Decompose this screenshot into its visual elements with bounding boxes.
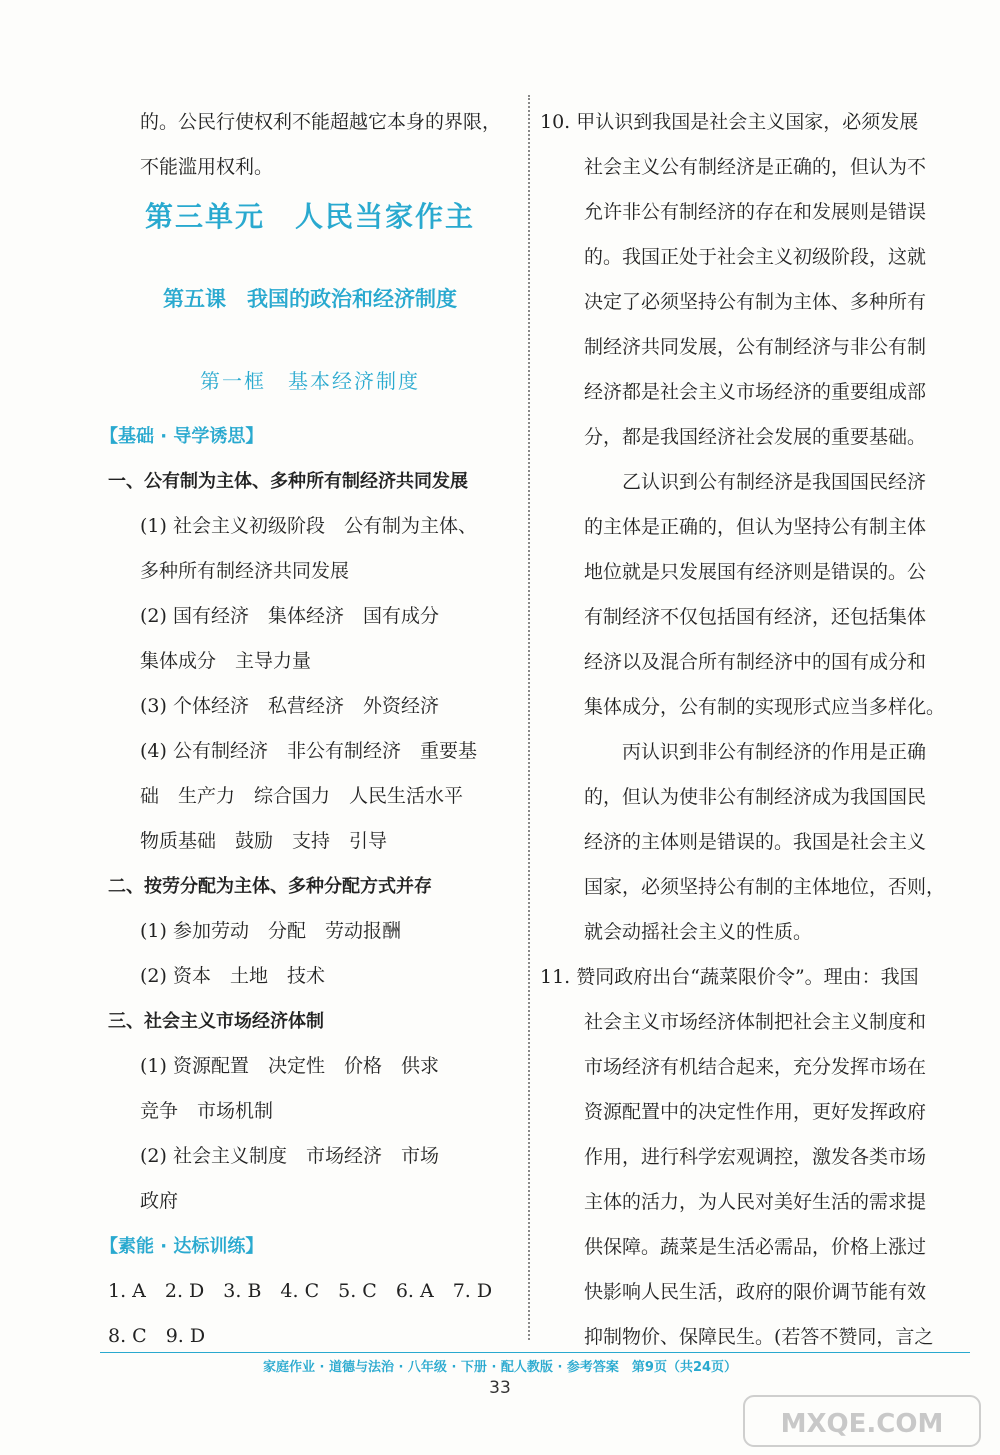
answer-line: 政府 [140,1190,179,1212]
section-heading: 二、按劳分配为主体、多种分配方式并存 [108,876,432,897]
answer-line: 物质基础 鼓励 支持 引导 [140,830,388,852]
answer-line: (2) 资本 土地 技术 [140,965,325,987]
answer-line: 竞争 市场机制 [140,1100,274,1122]
answer-line: 就会动摇社会主义的性质。 [584,921,813,943]
answer-line: 供保障。蔬菜是生活必需品，价格上涨过 [584,1236,927,1258]
answer-line: 10. 甲认识到我国是社会主义国家，必须发展 [540,111,919,133]
answer-line: 国家，必须坚持公有制的主体地位，否则， [584,876,946,898]
unit-title: 第三单元 人民当家作主 [144,200,475,233]
section-label: 【素能 · 达标训练】 [100,1236,264,1257]
answer-line: 11. 赞同政府出台“蔬菜限价令”。理由：我国 [540,966,919,988]
answer-line: (3) 个体经济 私营经济 外资经济 [140,695,439,717]
answer-line: 集体成分 主导力量 [140,650,312,672]
answer-line: (2) 社会主义制度 市场经济 市场 [140,1145,439,1167]
answer-line: (4) 公有制经济 非公有制经济 重要基 [140,740,477,762]
answer-line: (2) 国有经济 集体经济 国有成分 [140,605,439,627]
answer-line: 地位就是只发展国有经济则是错误的。公 [584,561,927,583]
page-number: 33 [489,1378,511,1398]
answer-line: 多种所有制经济共同发展 [140,560,350,582]
section-heading: 一、公有制为主体、多种所有制经济共同发展 [108,471,468,492]
footer-text: 家庭作业 · 道德与法治 · 八年级 · 下册 · 配人教版 · 参考答案 第9页（共24页） [262,1360,738,1375]
answer-line: 市场经济有机结合起来，充分发挥市场在 [584,1056,927,1078]
footer-rule [100,1352,970,1353]
answer-line: 主体的活力，为人民对美好生活的需求提 [584,1191,927,1213]
answer-line: 分，都是我国经济社会发展的重要基础。 [584,426,927,448]
answer-line: 的，但认为使非公有制经济成为我国国民 [584,786,927,808]
left-column-top [100,100,520,190]
answer-line: (1) 参加劳动 分配 劳动报酬 [140,920,401,942]
column-divider [528,95,530,1340]
text-line: 不能滥用权利。 [140,156,274,178]
lesson-title: 第五课 我国的政治和经济制度 [163,287,457,311]
section-label: 【基础 · 导学诱思】 [100,426,264,447]
answer-line: (1) 资源配置 决定性 价格 供求 [140,1055,439,1077]
answer-line: 快影响人民生活，政府的限价调节能有效 [584,1281,927,1303]
answer-key-line: 1. A 2. D 3. B 4. C 5. C 6. A 7. D [108,1280,493,1302]
answer-line: 乙认识到公有制经济是我国国民经济 [584,471,927,493]
svg-text:MXQE.COM: MXQE.COM [780,1409,944,1439]
section-heading: 三、社会主义市场经济体制 [108,1011,324,1032]
answer-line: 经济的主体则是错误的。我国是社会主义 [584,831,927,853]
answer-line: 决定了必须坚持公有制为主体、多种所有 [584,291,927,313]
answer-line: 有制经济不仅包括国有经济，还包括集体 [584,606,927,628]
answer-line: 的主体是正确的，但认为坚持公有制主体 [584,516,927,538]
answer-line: 社会主义市场经济体制把社会主义制度和 [584,1011,927,1033]
answer-line: 资源配置中的决定性作用，更好发挥政府 [584,1101,927,1123]
right-column [540,100,980,1360]
left-column-body [100,414,520,1359]
frame-title: 第一框 基本经济制度 [200,369,420,393]
answer-line: 集体成分，公有制的实现形式应当多样化。 [584,696,946,718]
answer-line: 作用，进行科学宏观调控，激发各类市场 [584,1146,927,1168]
answer-line: (1) 社会主义初级阶段 公有制为主体、 [140,515,477,537]
answer-line: 经济都是社会主义市场经济的重要组成部 [584,381,927,403]
answer-line: 抑制物价、保障民生。(若答不赞同，言之 [584,1326,934,1348]
answer-line: 制经济共同发展，公有制经济与非公有制 [584,336,927,358]
answer-line: 础 生产力 综合国力 人民生活水平 [140,785,464,807]
answer-key-line: 8. C 9. D [108,1325,206,1347]
answer-line: 丙认识到非公有制经济的作用是正确 [584,741,927,763]
answer-line: 允许非公有制经济的存在和发展则是错误 [584,201,927,223]
watermark-logo [742,1392,982,1450]
answer-line: 经济以及混合所有制经济中的国有成分和 [584,651,927,673]
answer-line: 社会主义公有制经济是正确的，但认为不 [584,156,927,178]
answer-line: 的。我国正处于社会主义初级阶段，这就 [584,246,927,268]
text-line: 的。公民行使权利不能超越它本身的界限， [140,111,502,133]
